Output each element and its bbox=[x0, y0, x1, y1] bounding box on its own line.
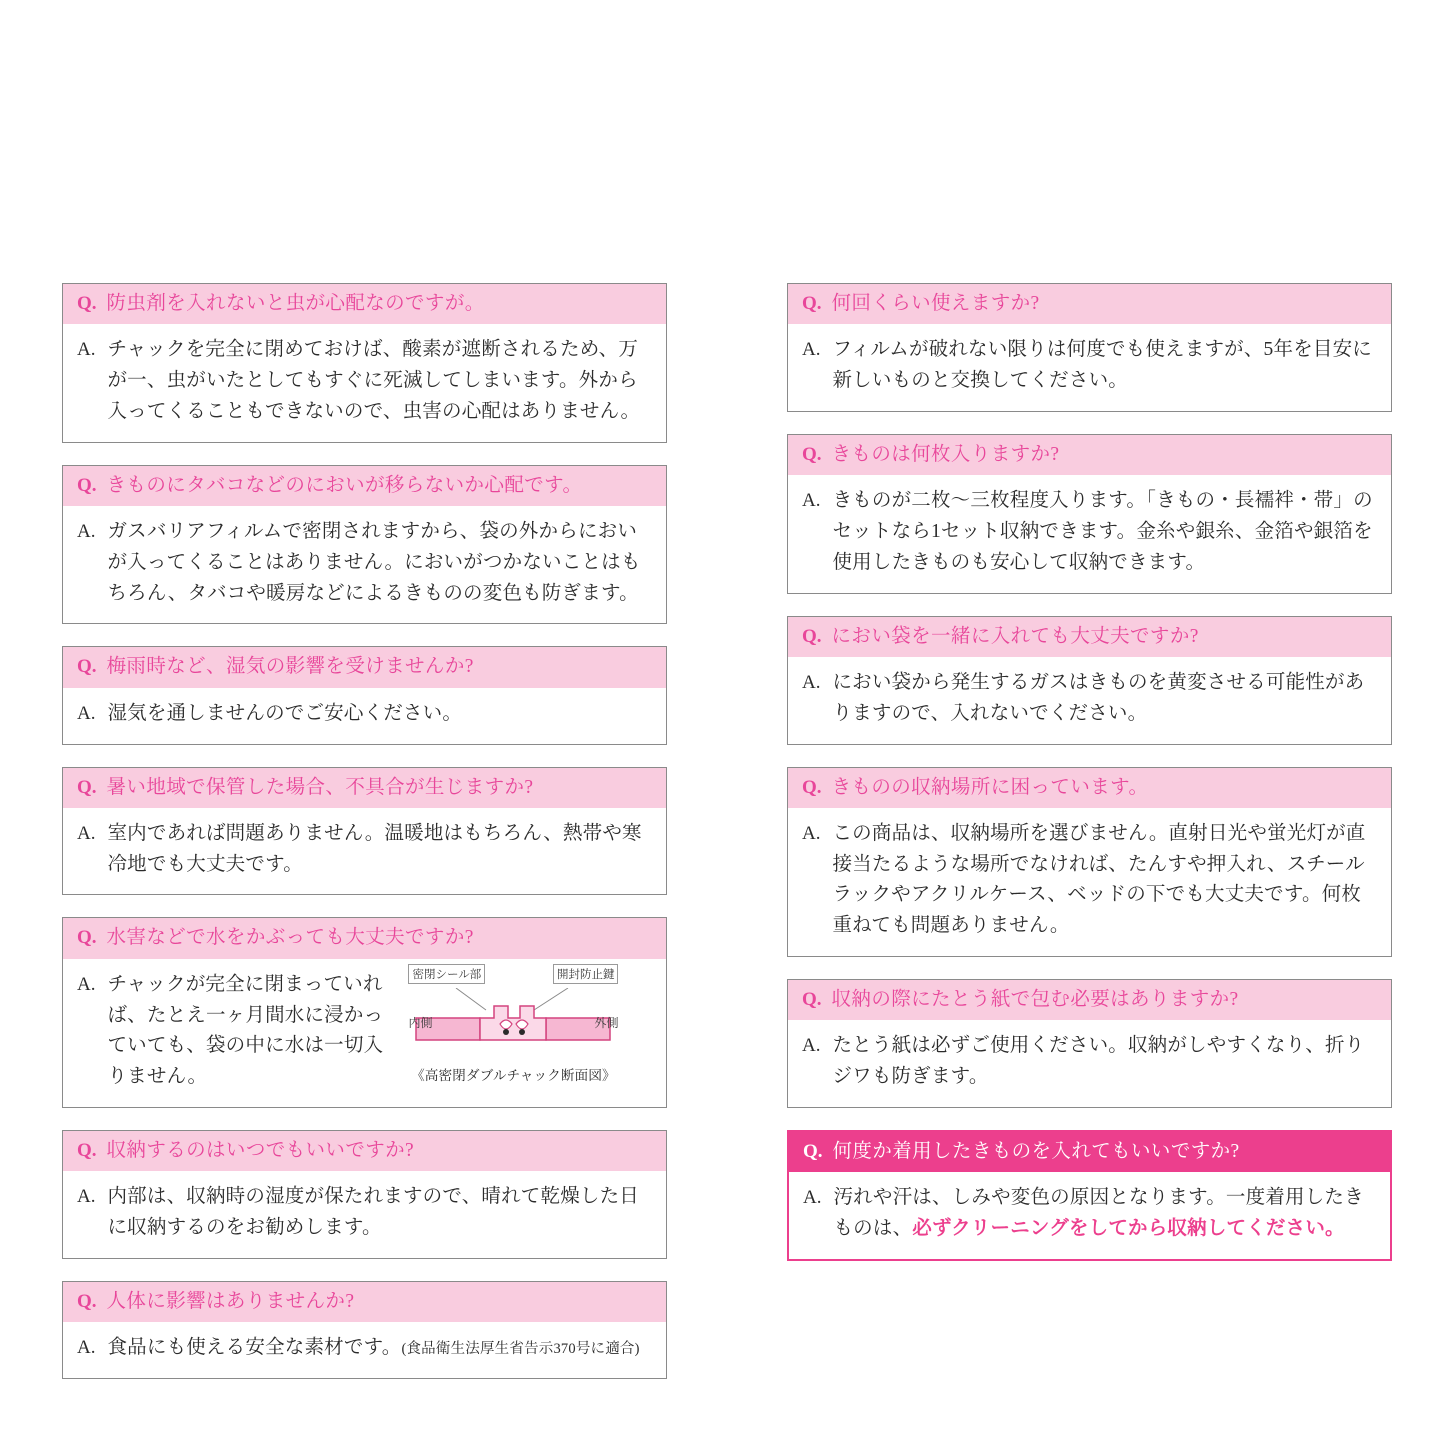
answer-emphasis: 必ずクリーニングをしてから収納してください。 bbox=[912, 1218, 1345, 1240]
question-text: におい袋を一緒に入れても大丈夫ですか? bbox=[831, 625, 1199, 647]
faq-item bbox=[62, 917, 667, 1108]
answer-body bbox=[788, 808, 1391, 956]
diagram-artwork bbox=[408, 988, 618, 1062]
answer-body bbox=[63, 1322, 666, 1378]
answer-body bbox=[788, 657, 1391, 744]
answer-body bbox=[788, 1020, 1391, 1107]
answer-marker: A. bbox=[77, 822, 96, 844]
question-bar bbox=[63, 466, 666, 506]
answer-body bbox=[63, 506, 666, 623]
question-bar bbox=[63, 284, 666, 324]
question-text: 何度か着用したきものを入れてもいいですか? bbox=[832, 1140, 1240, 1162]
faq-item bbox=[787, 767, 1392, 958]
diagram-label-outside: 外側 bbox=[594, 1015, 619, 1030]
diagram-label-seal: 密閉シール部 bbox=[408, 964, 485, 984]
answer-body bbox=[63, 808, 666, 895]
faq-columns bbox=[62, 283, 1392, 1379]
answer-body bbox=[63, 1171, 666, 1258]
answer-marker: A. bbox=[803, 1187, 822, 1209]
answer-text: 室内であれば問題ありません。温暖地はもちろん、熱帯や寒冷地でも大丈夫です。 bbox=[107, 822, 642, 875]
question-text: きものにタバコなどのにおいが移らないか心配です。 bbox=[106, 474, 583, 496]
question-text: 収納の際にたとう紙で包む必要はありますか? bbox=[831, 989, 1239, 1011]
question-bar bbox=[63, 1131, 666, 1171]
answer-marker: A. bbox=[77, 521, 96, 543]
answer-text: きものが二枚〜三枚程度入ります。「きもの・長襦袢・帯」のセットなら1セット収納できます。金糸や銀糸、金箔や銀箔を使用したきものも安心して収納できます。 bbox=[832, 490, 1373, 573]
answer-body bbox=[788, 475, 1391, 592]
question-bar bbox=[63, 647, 666, 687]
answer-marker: A. bbox=[802, 822, 821, 844]
answer-text: チャックが完全に閉まっていれば、たとえ一ヶ月間水に浸かっていても、袋の中に水は一切入りません。 bbox=[107, 973, 384, 1088]
question-text: 防虫剤を入れないと虫が心配なのですが。 bbox=[106, 293, 485, 314]
answer-marker: A. bbox=[802, 490, 821, 512]
answer-text: 内部は、収納時の湿度が保たれますので、晴れて乾燥した日に収納するのをお勧めします。 bbox=[107, 1186, 639, 1239]
question-marker: Q. bbox=[802, 776, 822, 798]
answer-marker: A. bbox=[802, 671, 821, 693]
faq-item bbox=[62, 465, 667, 625]
answer-marker: A. bbox=[77, 1186, 96, 1208]
answer-main: 食品にも使える安全な素材です。 bbox=[107, 1337, 402, 1359]
question-text: 梅雨時など、湿気の影響を受けませんか? bbox=[106, 656, 474, 678]
question-marker: Q. bbox=[802, 989, 822, 1011]
answer-text bbox=[833, 1183, 1374, 1245]
zipper-cross-section-diagram bbox=[408, 964, 618, 1084]
diagram-caption: 《高密閉ダブルチャック断面図》 bbox=[411, 1067, 616, 1083]
answer-text: 湿気を通しませんのでご安心ください。 bbox=[107, 702, 463, 724]
answer-body bbox=[788, 324, 1391, 411]
faq-item bbox=[62, 1130, 667, 1259]
question-marker: Q. bbox=[77, 776, 97, 798]
diagram-callout-labels bbox=[408, 964, 618, 984]
answer-marker: A. bbox=[77, 339, 96, 361]
question-text: 収納するのはいつでもいいですか? bbox=[106, 1139, 415, 1161]
question-bar bbox=[788, 768, 1391, 808]
question-bar bbox=[63, 918, 666, 958]
question-text: 何回くらい使えますか? bbox=[831, 293, 1040, 314]
faq-item bbox=[62, 283, 667, 443]
question-bar bbox=[789, 1132, 1390, 1172]
answer-text: チャックを完全に閉めておけば、酸素が遮断されるため、万が一、虫がいたとしてもすぐに死滅してしまいます。外から入ってくることもできないので、虫害の心配はありません。 bbox=[107, 339, 641, 422]
answer-text bbox=[107, 1333, 639, 1364]
answer-body bbox=[789, 1172, 1390, 1259]
diagram-side-labels bbox=[408, 1014, 618, 1031]
answer-main: 汚れや汗は、しみや変色の原因となります。一度着用したきものは、 bbox=[833, 1187, 1364, 1240]
question-marker: Q. bbox=[802, 625, 822, 647]
question-bar bbox=[788, 435, 1391, 475]
answer-note: (食品衛生法厚生省告示370号に適合) bbox=[401, 1341, 640, 1358]
faq-item bbox=[62, 646, 667, 744]
question-marker: Q. bbox=[77, 1290, 97, 1312]
answer-body bbox=[63, 959, 666, 1107]
answer-marker: A. bbox=[77, 973, 96, 995]
faq-item bbox=[787, 616, 1392, 745]
question-marker: Q. bbox=[802, 293, 822, 314]
faq-item-highlighted bbox=[787, 1130, 1392, 1261]
faq-item bbox=[62, 1281, 667, 1379]
question-bar bbox=[63, 1282, 666, 1322]
diagram-label-inside: 内側 bbox=[408, 1015, 433, 1030]
question-marker: Q. bbox=[77, 293, 97, 314]
answer-text: フィルムが破れない限りは何度でも使えますが、5年を目安に新しいものと交換してください。 bbox=[832, 339, 1372, 392]
faq-item bbox=[787, 434, 1392, 594]
answer-marker: A. bbox=[77, 702, 96, 724]
question-text: 人体に影響はありませんか? bbox=[106, 1290, 355, 1312]
question-marker: Q. bbox=[803, 1140, 823, 1162]
answer-text: たとう紙は必ずご使用ください。収納がしやすくなり、折りジワも防ぎます。 bbox=[832, 1035, 1365, 1088]
answer-text: この商品は、収納場所を選びません。直射日光や蛍光灯が直接当たるような場所でなければ、たんすや押入れ、スチールラックやアクリルケース、ベッドの下でも大丈夫です。何枚重ねても問題ありません。 bbox=[832, 822, 1366, 937]
answer-text: ガスバリアフィルムで密閉されますから、袋の外からにおいが入ってくることはありません。においがつかないことはもちろん、タバコや暖房などによるきものの変色も防ぎます。 bbox=[107, 521, 641, 604]
answer-marker: A. bbox=[802, 1035, 821, 1057]
answer-body bbox=[63, 324, 666, 441]
faq-item bbox=[787, 979, 1392, 1108]
question-text: 水害などで水をかぶっても大丈夫ですか? bbox=[106, 927, 474, 949]
answer-body bbox=[63, 688, 666, 744]
faq-item bbox=[62, 767, 667, 896]
faq-column-left bbox=[62, 283, 667, 1379]
question-bar bbox=[63, 768, 666, 808]
question-text: 暑い地域で保管した場合、不具合が生じますか? bbox=[106, 776, 534, 798]
question-bar bbox=[788, 284, 1391, 324]
question-marker: Q. bbox=[77, 1139, 97, 1161]
faq-column-right bbox=[787, 283, 1392, 1379]
question-marker: Q. bbox=[77, 927, 97, 949]
answer-marker: A. bbox=[802, 339, 821, 361]
question-bar bbox=[788, 980, 1391, 1020]
question-text: きものの収納場所に困っています。 bbox=[831, 776, 1149, 798]
question-text: きものは何枚入りますか? bbox=[831, 443, 1060, 465]
faq-item bbox=[787, 283, 1392, 412]
answer-marker: A. bbox=[77, 1337, 96, 1359]
question-marker: Q. bbox=[802, 443, 822, 465]
question-bar bbox=[788, 617, 1391, 657]
answer-text: におい袋から発生するガスはきものを黄変させる可能性がありますので、入れないでください。 bbox=[832, 671, 1365, 724]
question-marker: Q. bbox=[77, 656, 97, 678]
question-marker: Q. bbox=[77, 474, 97, 496]
diagram-label-lock: 開封防止鍵 bbox=[553, 964, 619, 984]
